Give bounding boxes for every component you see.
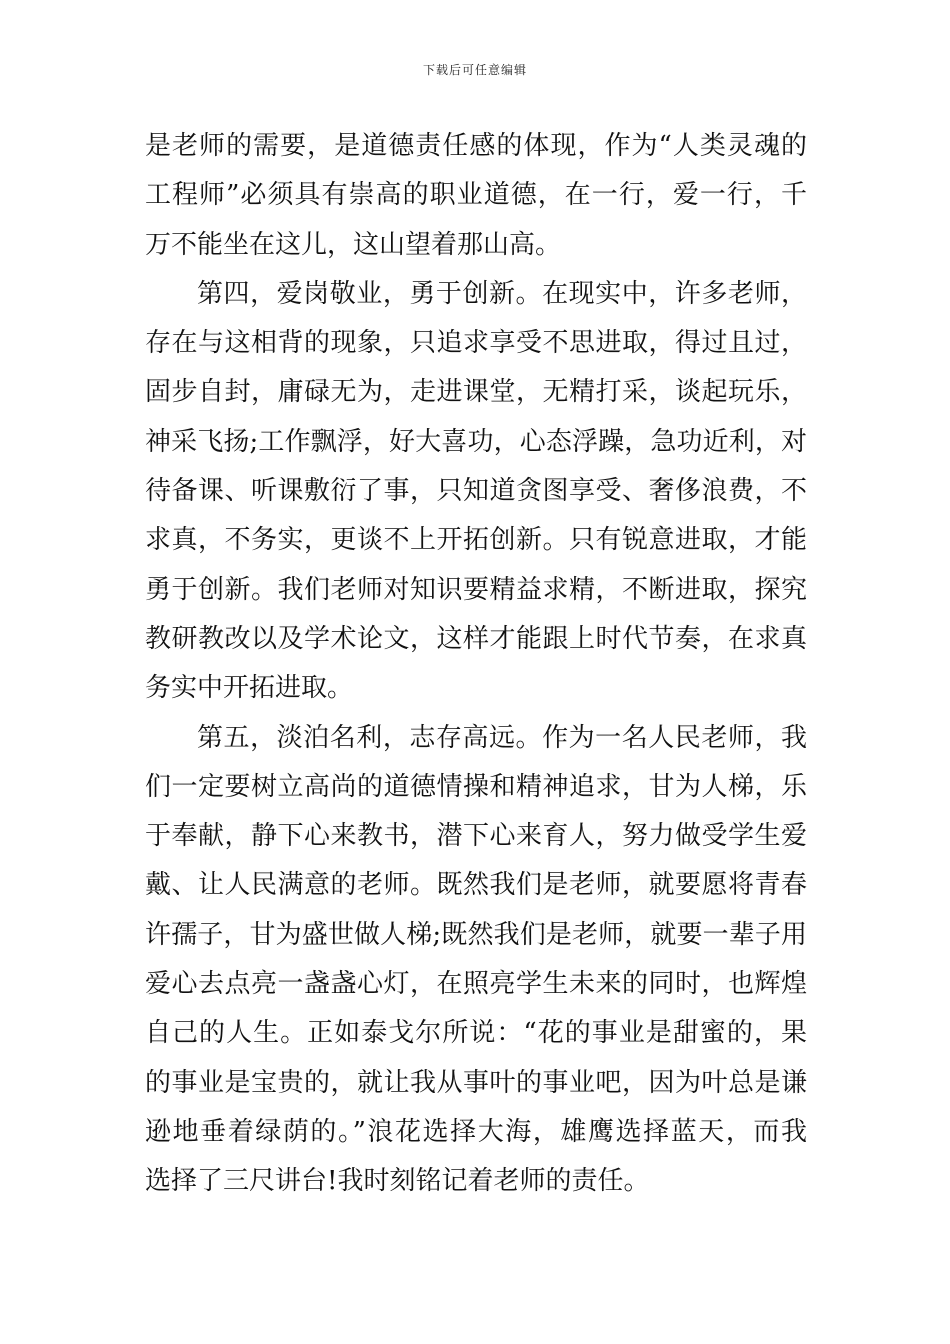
text-line: 务实中开拓进取。 bbox=[145, 673, 354, 704]
text-line: 逊地垂着绿荫的。”浪花选择大海，雄鹰选择蓝天，而我 bbox=[145, 1116, 807, 1147]
text-line: 们一定要树立高尚的道德情操和精神追求，甘为人梯，乐 bbox=[145, 771, 807, 802]
text-line: 戴、让人民满意的老师。既然我们是老师，就要愿将青春 bbox=[145, 870, 807, 901]
text-line: 待备课、听课敷衍了事，只知道贪图享受、奢侈浪费，不 bbox=[145, 476, 807, 507]
page-header: 下载后可任意编辑 bbox=[422, 63, 527, 77]
body-text bbox=[145, 122, 807, 1207]
text-line: 第四，爱岗敬业，勇于创新。在现实中，许多老师， bbox=[197, 278, 807, 309]
text-line: 教研教改以及学术论文，这样才能跟上时代节奏，在求真 bbox=[145, 623, 807, 654]
text-line: 万不能坐在这儿，这山望着那山高。 bbox=[145, 229, 562, 260]
text-line: 勇于创新。我们老师对知识要精益求精，不断进取，探究 bbox=[145, 574, 807, 605]
text-line: 爱心去点亮一盏盏心灯，在照亮学生未来的同时，也辉煌 bbox=[145, 969, 807, 1000]
text-line: 选择了三尺讲台!我时刻铭记着老师的责任。 bbox=[145, 1166, 650, 1197]
text-line: 的事业是宝贵的，就让我从事叶的事业吧，因为叶总是谦 bbox=[145, 1067, 807, 1098]
text-line: 存在与这相背的现象，只追求享受不思进取，得过且过， bbox=[145, 328, 807, 359]
text-line: 工程师”必须具有崇高的职业道德，在一行，爱一行，千 bbox=[145, 180, 807, 211]
text-line: 是老师的需要，是道德责任感的体现，作为“人类灵魂的 bbox=[145, 131, 807, 161]
text-line: 固步自封，庸碌无为，走进课堂，无精打采，谈起玩乐， bbox=[145, 377, 807, 408]
text-line: 神采飞扬;工作飘浮，好大喜功，心态浮躁，急功近利，对 bbox=[145, 426, 807, 457]
text-line: 第五，淡泊名利，志存高远。作为一名人民老师，我 bbox=[197, 722, 807, 753]
text-line: 自己的人生。正如泰戈尔所说：“花的事业是甜蜜的，果 bbox=[145, 1018, 807, 1049]
text-line: 于奉献，静下心来教书，潜下心来育人，努力做受学生爱 bbox=[145, 821, 807, 852]
text-line: 求真，不务实，更谈不上开拓创新。只有锐意进取，才能 bbox=[145, 525, 807, 556]
text-line: 许孺子，甘为盛世做人梯;既然我们是老师，就要一辈子用 bbox=[145, 919, 807, 950]
